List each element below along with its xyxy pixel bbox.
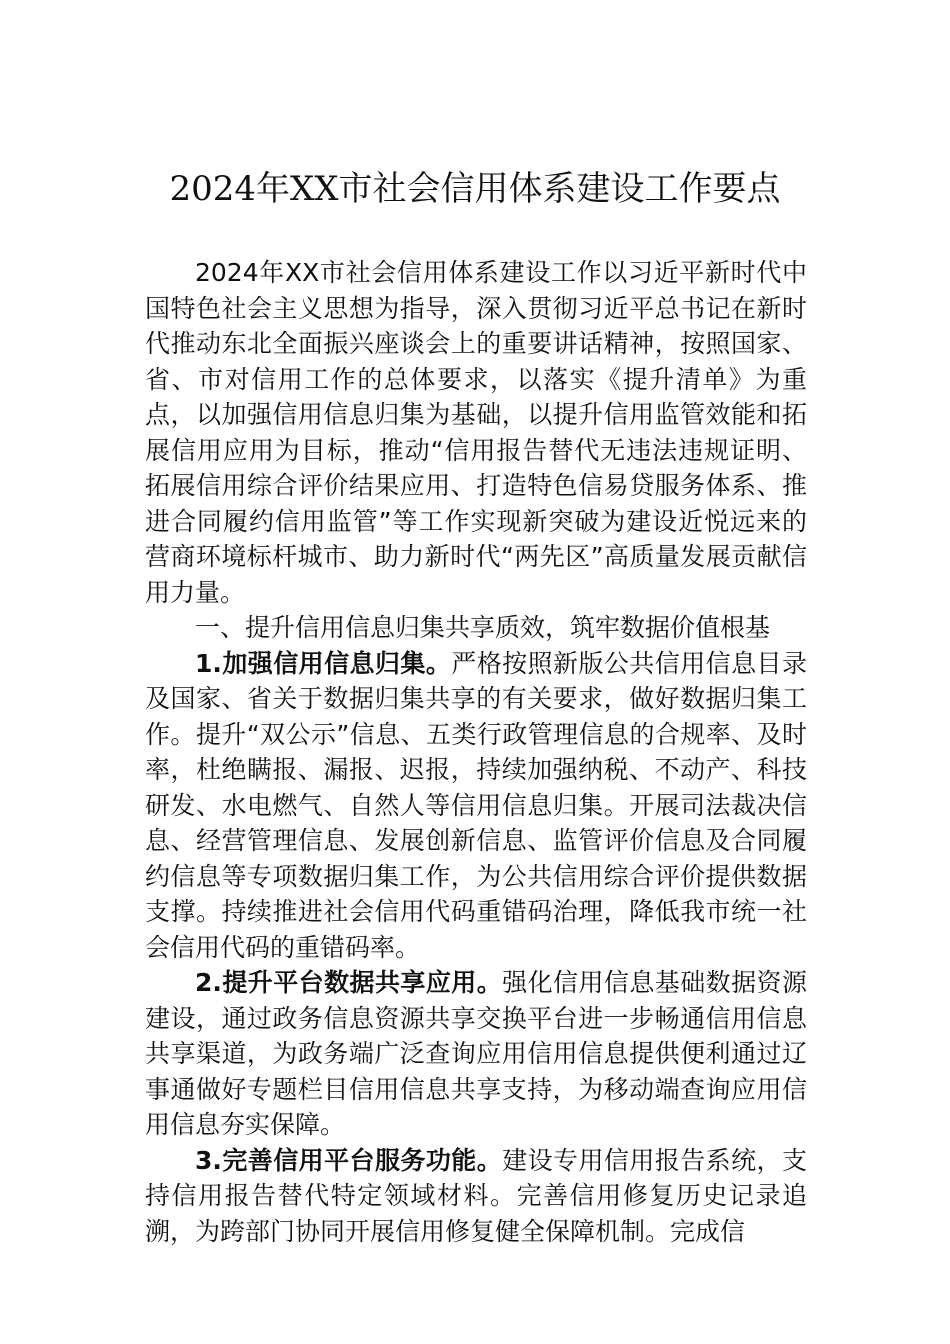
item-text-1: 严格按照新版公共信用信息目录及国家、省关于数据归集共享的有关要求，做好数据归集工作。提升“双公示”信息、五类行政管理信息的合规率、及时率，杜绝瞒报、漏报、迟报，持续加强纳税、不动产、科技研发、水电燃气、自然人等信用信息归集。开展司法裁决信息、经营管理信息、发展创新信息、监管评价信息及合同履约信息等专项数据归集工作，为公共信用综合评价提供数据支撑。持续推进社会信用代码重错码治理，降低我市统一社会信用代码的重错码率。: [145, 648, 807, 962]
item-paragraph-3: [145, 1143, 807, 1250]
item-lead-3: 3.完善信用平台服务功能。: [195, 1145, 503, 1175]
section-heading: 一、提升信用信息归集共享质效，筑牢数据价值根基: [195, 613, 771, 642]
item-text-2: 强化信用信息基础数据资源建设，通过政务信息资源共享交换平台进一步畅通信用信息共享渠道，为政务端广泛查询应用信用信息提供便利通过辽事通做好专题栏目信用信息共享支持，为移动端查询应用信用信息夯实保障。: [145, 968, 807, 1139]
item-lead-1: 1.加强信用信息归集。: [195, 648, 452, 678]
item-paragraph-1: [145, 646, 807, 966]
item-lead-2: 2.提升平台数据共享应用。: [195, 968, 503, 997]
item-text-3: 建设专用信用报告系统，支持信用报告替代特定领域材料。完善信用修复历史记录追溯，为跨部门协同开展信用修复健全保障机制。完成信: [145, 1145, 807, 1246]
intro-paragraph: 2024年XX市社会信用体系建设工作以习近平新时代中国特色社会主义思想为指导，深入贯彻习近平总书记在新时代推动东北全面振兴座谈会上的重要讲话精神，按照国家、省、市对信用工作的总体要求，以落实《提升清单》为重点，以加强信用信息归集为基础，以提升信用监管效能和拓展信用应用为目标，推动“信用报告替代无违法违规证明、拓展信用综合评价结果应用、打造特色信易贷服务体系、推进合同履约信用监管”等工作实现新突破为建设近悦远来的营商环境标杆城市、助力新时代“两先区”高质量发展贡献信用力量。: [145, 258, 807, 607]
document-title: 2024年XX市社会信用体系建设工作要点: [169, 169, 781, 209]
document-body: [145, 255, 807, 1249]
item-paragraph-2: [145, 965, 807, 1143]
